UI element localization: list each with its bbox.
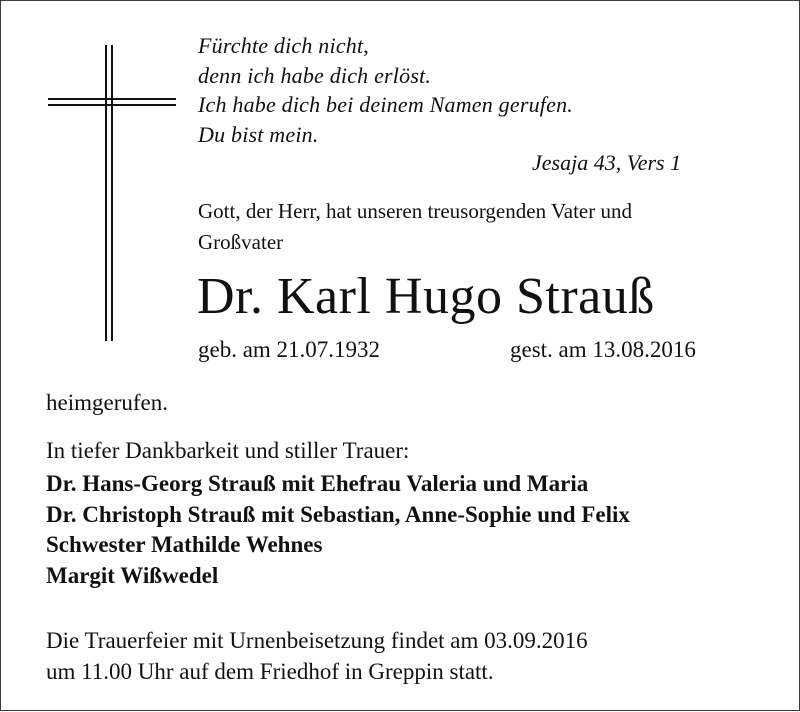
funeral-info (46, 625, 588, 687)
mourner-entry: Dr. Christoph Strauß mit Sebastian, Anne-Sophie und Felix (46, 501, 630, 527)
mourner-entry: Schwester Mathilde Wehnes (46, 532, 323, 557)
intro-text (198, 196, 768, 258)
intro-line: Gott, der Herr, hat unseren treusorgenden Vater und (198, 199, 632, 223)
verse-line: Du bist mein. (198, 121, 319, 147)
verse-line: Fürchte dich nicht, (198, 33, 369, 58)
verse-source: Jesaja 43, Vers 1 (532, 150, 682, 175)
mourners-list (46, 469, 630, 591)
verse-line: denn ich habe dich erlöst. (198, 62, 432, 88)
mourner-entry: Dr. Hans-Georg Strauß mit Ehefrau Valeria und Maria (46, 471, 589, 496)
cross-horizontal-line-top (48, 98, 176, 100)
death-date: gest. am 13.08.2016 (510, 337, 696, 362)
cross-vertical-line-right (111, 45, 113, 341)
called-home-text: heimgerufen. (46, 390, 168, 415)
funeral-line: Die Trauerfeier mit Urnenbeisetzung findet am 03.09.2016 (46, 628, 588, 653)
verse-line: Ich habe dich bei deinem Namen gerufen. (198, 92, 573, 117)
cross-vertical-line-left (105, 45, 107, 341)
intro-line: Großvater (198, 230, 284, 254)
grief-line: In tiefer Dankbarkeit und stiller Trauer: (46, 438, 410, 463)
deceased-name: Dr. Karl Hugo Strauß (197, 268, 655, 325)
funeral-line: um 11.00 Uhr auf dem Friedhof in Greppin statt. (46, 659, 494, 684)
mourner-entry: Margit Wißwedel (46, 562, 219, 588)
birth-date: geb. am 21.07.1932 (198, 337, 381, 362)
bible-verse (198, 31, 573, 149)
cross-horizontal-line-bottom (48, 104, 176, 106)
